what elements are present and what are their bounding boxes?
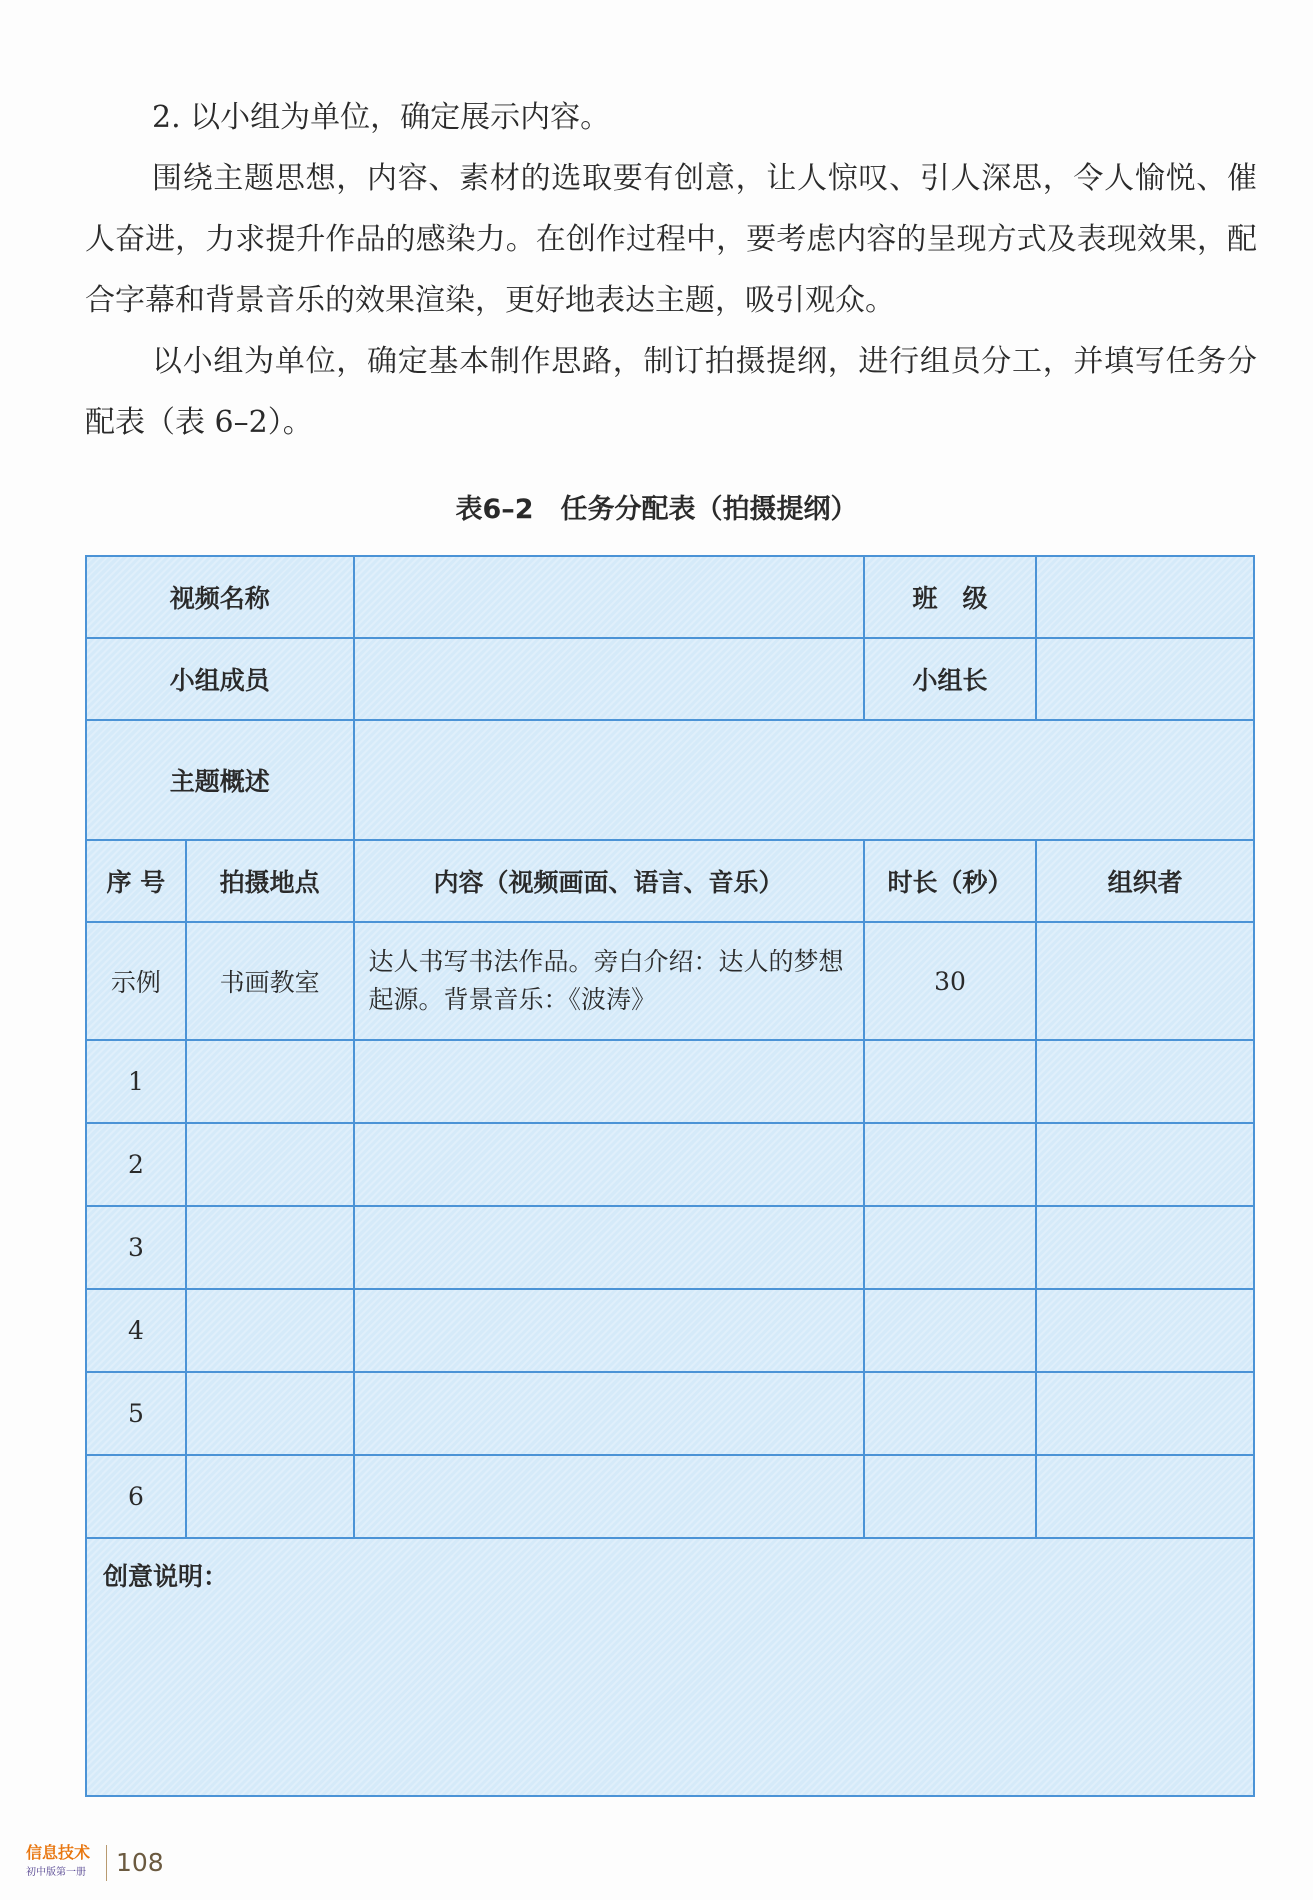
paragraph-task: 以小组为单位，确定基本制作思路，制订拍摄提纲，进行组员分工，并填写任务分配表（表 6–2）。: [85, 344, 1257, 440]
cell[interactable]: [864, 1123, 1037, 1206]
cell[interactable]: [864, 1040, 1037, 1123]
paragraph-step-2: 2. 以小组为单位，确定展示内容。: [152, 100, 611, 135]
example-no: 示例: [86, 922, 186, 1040]
header-organizer: 组织者: [1036, 840, 1254, 922]
example-organizer: [1036, 922, 1254, 1040]
row-no: 1: [86, 1040, 186, 1123]
cell[interactable]: [864, 1455, 1037, 1538]
table-row: [86, 1455, 1254, 1538]
paragraph-theme: 围绕主题思想，内容、素材的选取要有创意，让人惊叹、引人深思，令人愉悦、催人奋进，力求提升作品的感染力。在创作过程中，要考虑内容的呈现方式及表现效果，配合字幕和背景音乐的效果渲染，更好地表达主题，吸引观众。: [85, 161, 1257, 318]
cell[interactable]: [1036, 1040, 1254, 1123]
creative-note-label: 创意说明：: [103, 1562, 229, 1591]
cell[interactable]: [1036, 1455, 1254, 1538]
page-number: 108: [116, 1848, 164, 1877]
theme-label: 主题概述: [86, 720, 354, 840]
leader-label: 小组长: [864, 638, 1037, 720]
theme-field[interactable]: [354, 720, 1254, 840]
class-field[interactable]: [1036, 556, 1254, 638]
row-no: 5: [86, 1372, 186, 1455]
cell[interactable]: [186, 1455, 354, 1538]
cell[interactable]: [186, 1206, 354, 1289]
table-row: [86, 1123, 1254, 1206]
table-caption: 表6–2 任务分配表（拍摄提纲）: [455, 494, 858, 525]
row-no: 4: [86, 1289, 186, 1372]
header-location: 拍摄地点: [186, 840, 354, 922]
video-name-label: 视频名称: [86, 556, 354, 638]
header-no: 序 号: [86, 840, 186, 922]
class-label: 班 级: [864, 556, 1037, 638]
cell[interactable]: [354, 1455, 864, 1538]
cell[interactable]: [354, 1372, 864, 1455]
table-row: [86, 1040, 1254, 1123]
cell[interactable]: [1036, 1372, 1254, 1455]
example-duration: 30: [864, 922, 1037, 1040]
cell[interactable]: [186, 1289, 354, 1372]
table-row: [86, 1206, 1254, 1289]
cell[interactable]: [864, 1289, 1037, 1372]
book-title: 信息技术: [26, 1843, 91, 1862]
cell[interactable]: [354, 1206, 864, 1289]
row-no: 3: [86, 1206, 186, 1289]
row-no: 2: [86, 1123, 186, 1206]
cell[interactable]: [1036, 1289, 1254, 1372]
cell[interactable]: [186, 1372, 354, 1455]
members-field[interactable]: [354, 638, 864, 720]
cell[interactable]: [354, 1289, 864, 1372]
header-duration: 时长（秒）: [864, 840, 1037, 922]
cell[interactable]: [354, 1040, 864, 1123]
row-no: 6: [86, 1455, 186, 1538]
cell[interactable]: [1036, 1123, 1254, 1206]
table-row: [86, 1289, 1254, 1372]
book-edition: 初中版第一册: [26, 1867, 86, 1878]
task-assignment-table: [85, 555, 1255, 1797]
leader-field[interactable]: [1036, 638, 1254, 720]
header-content: 内容（视频画面、语言、音乐）: [354, 840, 864, 922]
cell[interactable]: [354, 1123, 864, 1206]
footer-divider: [106, 1845, 107, 1881]
video-name-field[interactable]: [354, 556, 864, 638]
table-row: [86, 1372, 1254, 1455]
cell[interactable]: [186, 1123, 354, 1206]
cell[interactable]: [864, 1372, 1037, 1455]
example-location: 书画教室: [186, 922, 354, 1040]
book-logo: [26, 1840, 90, 1878]
cell[interactable]: [186, 1040, 354, 1123]
creative-note-field[interactable]: [86, 1538, 1254, 1796]
members-label: 小组成员: [86, 638, 354, 720]
cell[interactable]: [1036, 1206, 1254, 1289]
example-content: 达人书写书法作品。旁白介绍：达人的梦想起源。背景音乐：《波涛》: [354, 922, 864, 1040]
cell[interactable]: [864, 1206, 1037, 1289]
